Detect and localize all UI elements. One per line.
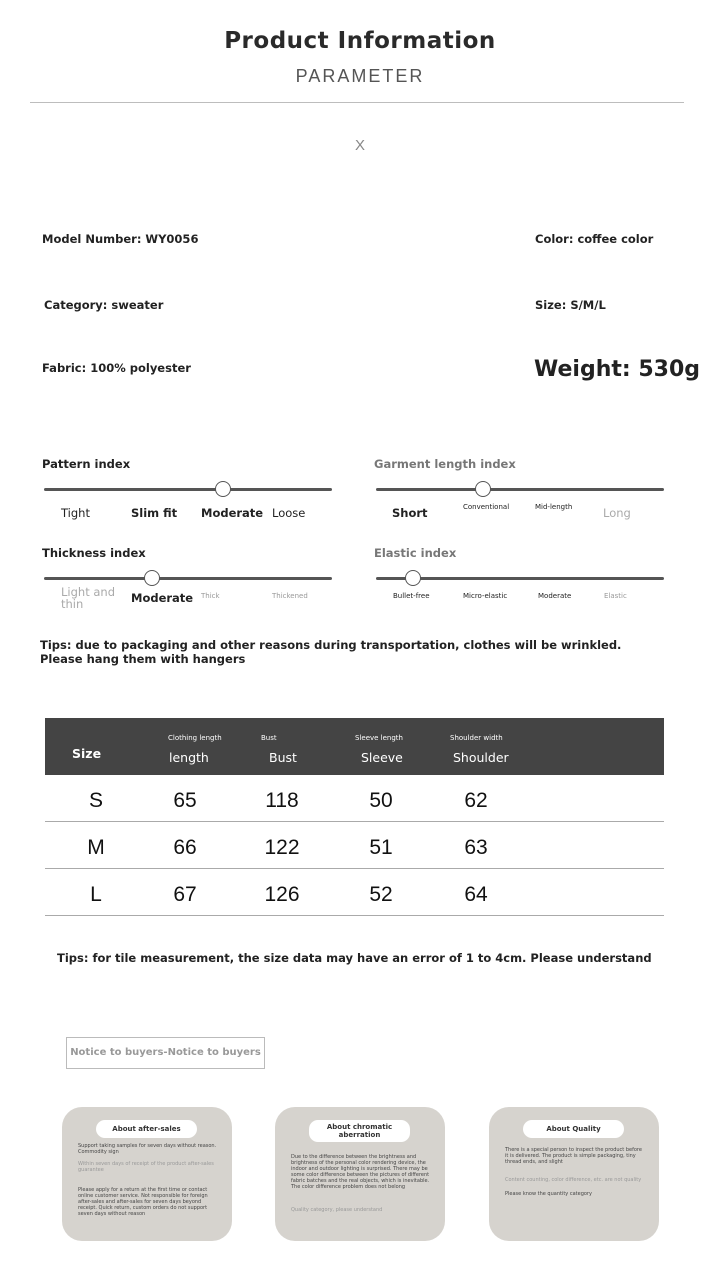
notice-to-buyers-button[interactable]: Notice to buyers-Notice to buyers <box>66 1037 265 1069</box>
thickness-knob <box>144 570 160 586</box>
after-sales-card <box>62 1107 232 1241</box>
after-sales-text-3: Please apply for a return at the first time or contact online customer service. Not responsible for foreign after-sales and after-sales for seven days beyond receipt. Quick return, custom orders do not support seven days without reason <box>78 1187 208 1217</box>
cell-size: M <box>87 836 105 859</box>
cell-size: S <box>88 789 103 812</box>
cell-length: 65 <box>173 789 197 812</box>
garment-length-knob <box>475 481 491 497</box>
garment-label-mid-length: Mid-length <box>535 503 573 511</box>
table-row <box>45 775 664 822</box>
model-number: Model Number: WY0056 <box>42 232 199 246</box>
cell-shoulder: 64 <box>464 883 488 906</box>
cell-shoulder: 62 <box>464 789 488 812</box>
thickness-label-thick: Thick <box>201 592 220 600</box>
quality-title: About Quality <box>523 1120 624 1138</box>
thickness-label-light: Light and thin <box>61 585 115 611</box>
chromatic-aberration-card <box>275 1107 445 1241</box>
size-param: Size: S/M/L <box>535 298 606 312</box>
fabric-param: Fabric: 100% polyester <box>42 361 191 375</box>
cell-sleeve: 50 <box>369 789 393 812</box>
chromatic-text-1: Due to the difference between the brightness and brightness of the personal color rendering device, the indoor and outdoor lighting is surprised. There may be some color difference between the pictures of different fabric batches and the real objects, which is inevitable. The color difference problem does not belong <box>291 1154 430 1190</box>
elastic-label-elastic: Elastic <box>604 592 627 600</box>
after-sales-text-2: Within seven days of receipt of the product after-sales guarantee <box>78 1161 214 1173</box>
weight-param: Weight: 530g <box>534 357 700 382</box>
cell-bust: 126 <box>264 883 300 906</box>
thickness-index-title: Thickness index <box>42 546 146 560</box>
table-header: Size Clothing length length Bust Bust Sleeve length Sleeve Shoulder width Shoulder <box>45 718 664 775</box>
cell-sleeve: 52 <box>369 883 393 906</box>
elastic-label-bullet-free: Bullet-free <box>393 592 430 600</box>
after-sales-title: About after-sales <box>96 1120 197 1138</box>
cell-bust: 118 <box>265 789 299 812</box>
chromatic-aberration-title: About chromatic aberration <box>309 1120 410 1142</box>
page-title: Product Information <box>224 28 496 54</box>
quality-text-3: Please know the quantity category <box>505 1191 592 1197</box>
cell-size: L <box>90 883 102 906</box>
elastic-label-micro-elastic: Micro-elastic <box>463 592 508 600</box>
pattern-knob <box>215 481 231 497</box>
color-param: Color: coffee color <box>535 232 654 246</box>
quality-text-2: Content counting, color difference, etc. are not quality <box>505 1177 642 1183</box>
quality-card <box>489 1107 659 1241</box>
thickness-label-moderate: Moderate <box>131 591 194 605</box>
thickness-index <box>42 546 342 611</box>
page-subtitle: PARAMETER <box>295 66 425 86</box>
garment-label-short: Short <box>392 506 428 520</box>
pattern-label-tight: Tight <box>61 506 90 520</box>
elastic-index <box>374 546 674 600</box>
after-sales-text-1: Support taking samples for seven days without reason. Commodity sign <box>78 1143 217 1155</box>
garment-length-track <box>376 488 664 491</box>
cell-length: 67 <box>173 883 197 906</box>
x-mark: X <box>354 137 365 154</box>
size-table <box>45 718 664 916</box>
quality-text-1: There is a special person to inspect the product before it is delivered. The product is simple packaging, tiny thread ends, and slight <box>505 1147 642 1165</box>
garment-label-long: Long <box>603 506 631 520</box>
cell-shoulder: 63 <box>464 836 488 859</box>
thickness-track <box>44 577 332 580</box>
table-row <box>45 869 664 916</box>
garment-length-title: Garment length index <box>374 457 516 471</box>
pattern-label-moderate: Moderate <box>201 506 264 520</box>
garment-label-conventional: Conventional <box>463 503 510 511</box>
pattern-index-title: Pattern index <box>42 457 131 471</box>
thickness-label-thickened: Thickened <box>272 592 308 600</box>
cell-sleeve: 51 <box>369 836 393 859</box>
tips-packaging: Tips: due to packaging and other reasons during transportation, clothes will be wrinkled. Please hang them with hangers <box>40 638 622 666</box>
pattern-label-slim-fit: Slim fit <box>131 506 178 520</box>
pattern-label-loose: Loose <box>272 506 306 520</box>
cell-length: 66 <box>173 836 197 859</box>
header-divider <box>30 102 684 103</box>
garment-length-index <box>374 457 674 520</box>
cell-bust: 122 <box>264 836 300 859</box>
elastic-knob <box>405 570 421 586</box>
elastic-label-moderate: Moderate <box>538 592 572 600</box>
tips-measurement: Tips: for tile measurement, the size data may have an error of 1 to 4cm. Please understand <box>57 951 652 965</box>
table-row <box>45 822 664 869</box>
pattern-track <box>44 488 332 491</box>
chromatic-text-2: Quality category, please understand <box>291 1207 383 1213</box>
elastic-index-title: Elastic index <box>374 546 457 560</box>
pattern-index <box>42 457 342 520</box>
category-param: Category: sweater <box>44 298 164 312</box>
